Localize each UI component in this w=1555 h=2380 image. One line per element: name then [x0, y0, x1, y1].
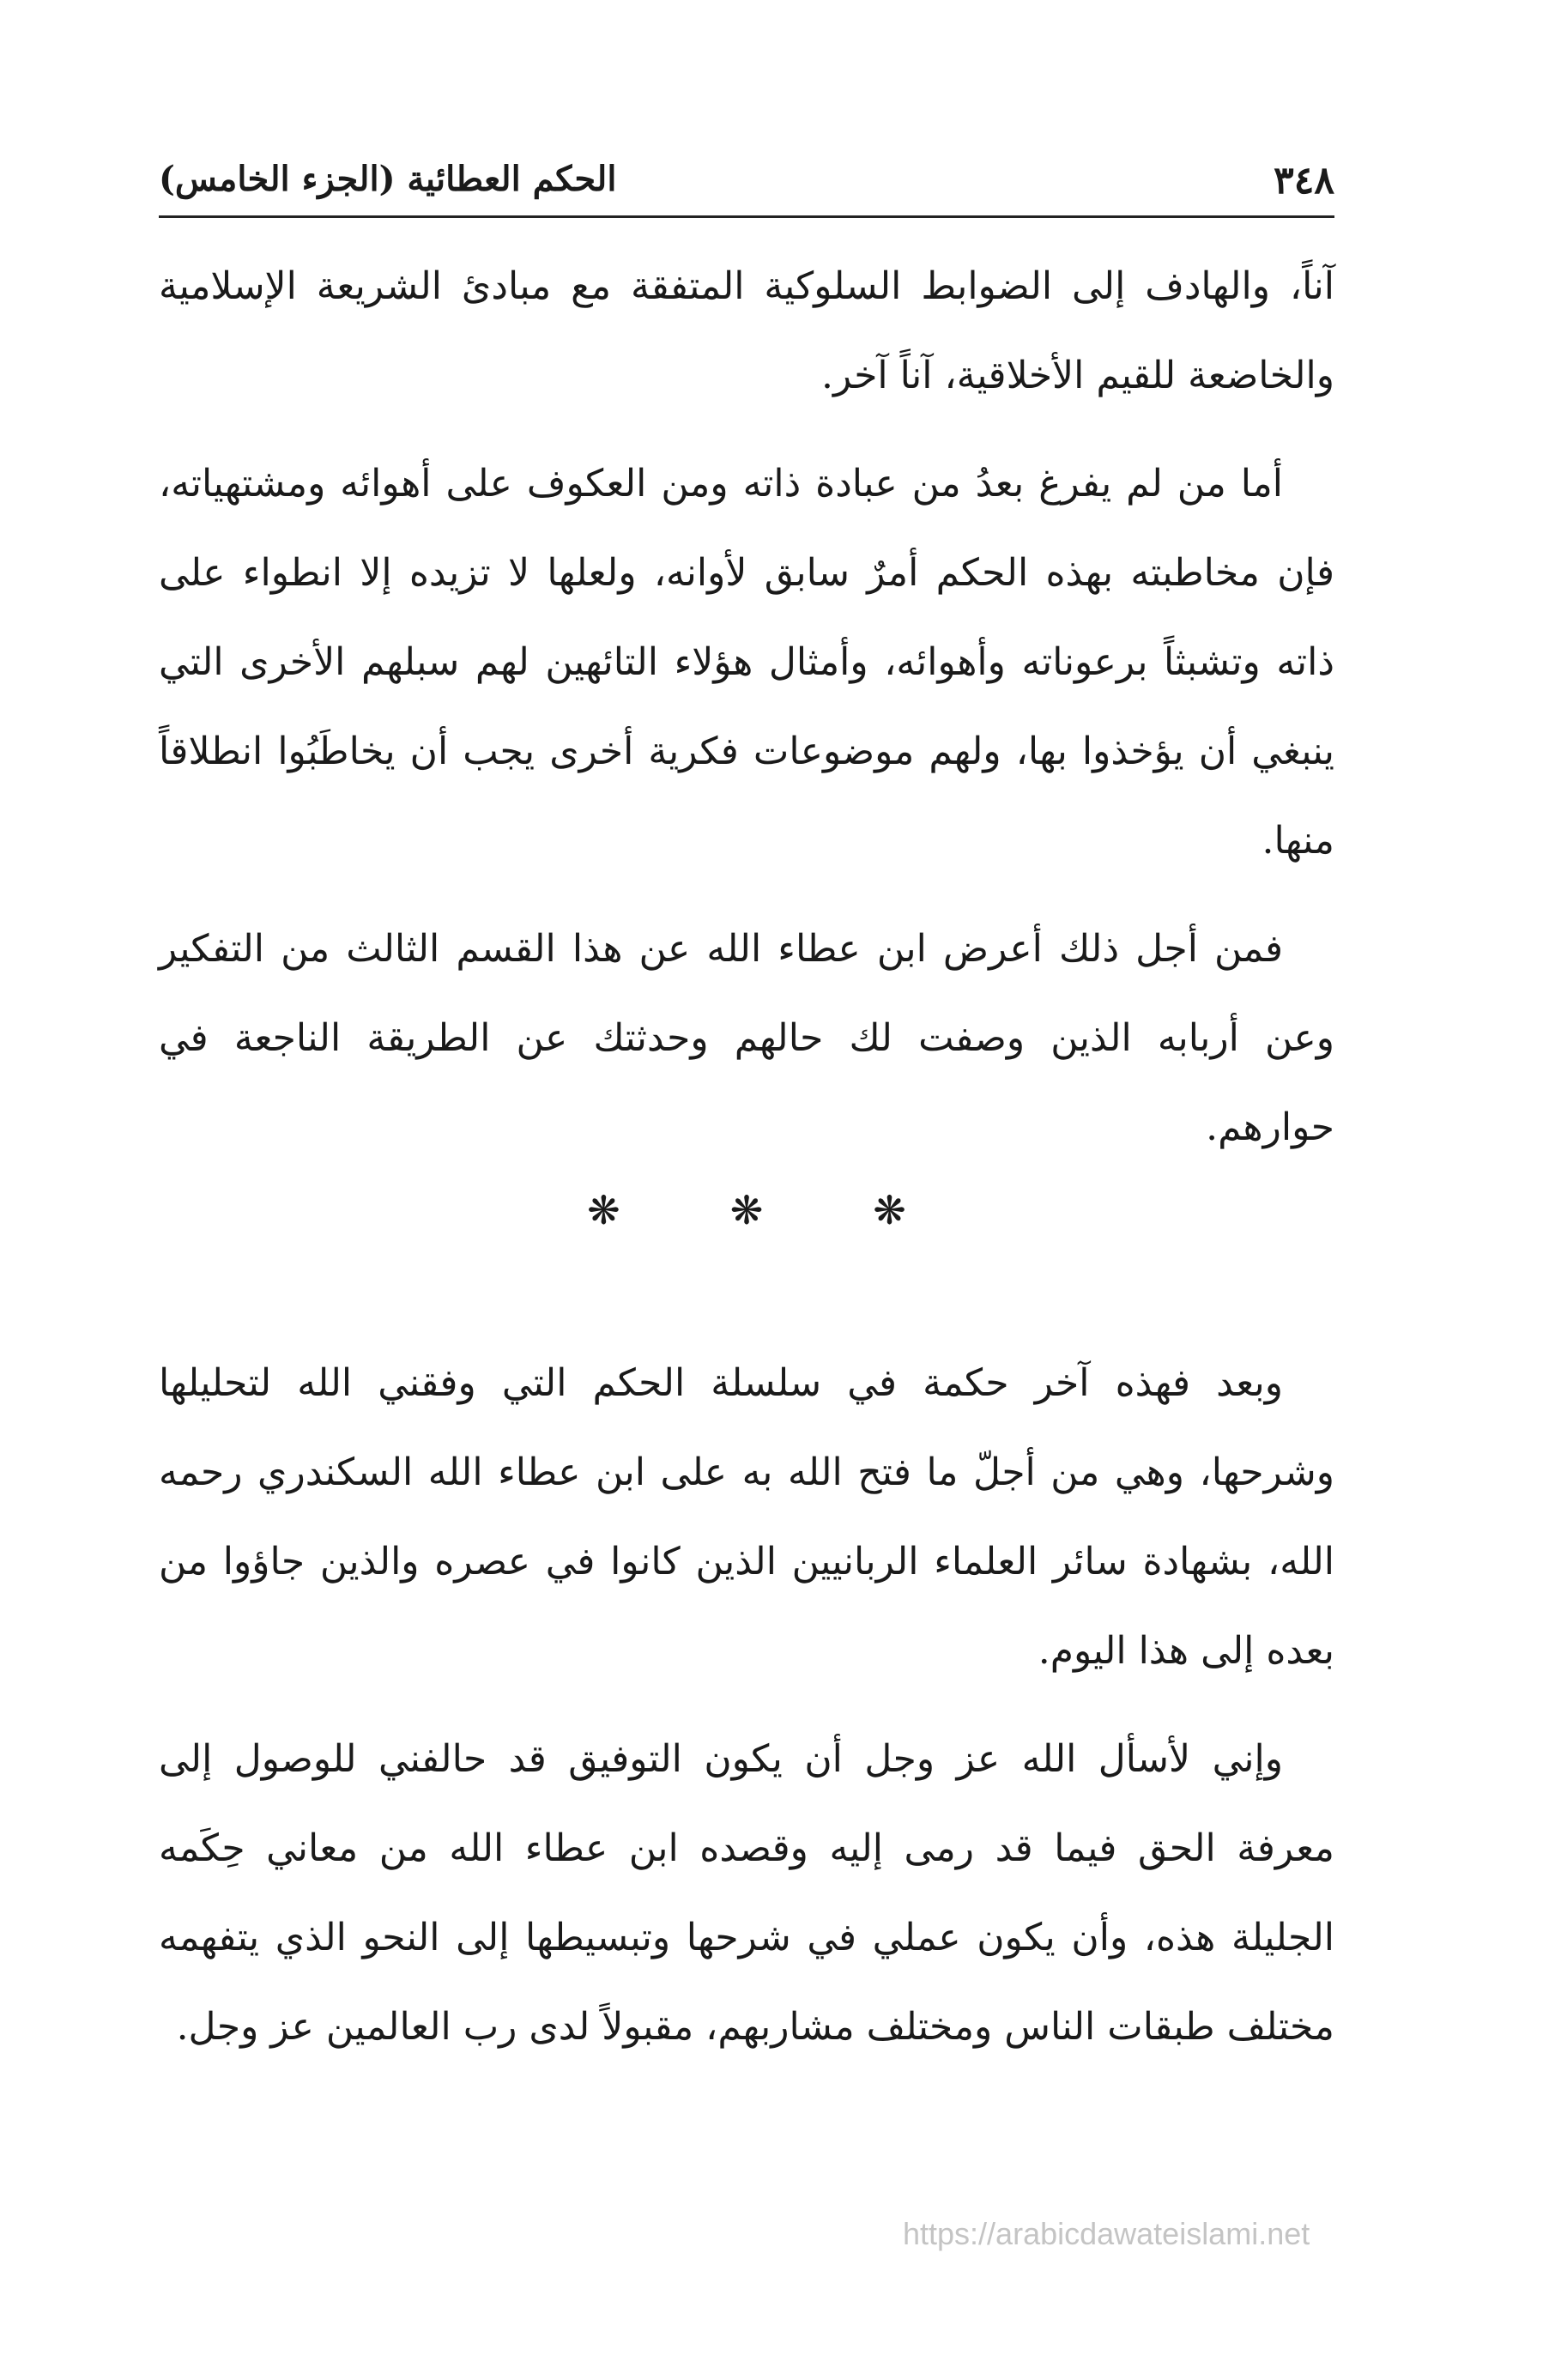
running-title: الحكم العطائية (الجزء الخامس): [159, 159, 617, 199]
watermark-url: https://arabicdawateislami.net: [903, 2216, 1310, 2251]
page-number: ٣٤٨: [1274, 159, 1334, 203]
paragraph: أما من لم يفرغ بعدُ من عبادة ذاته ومن العكوف على أهوائه ومشتهياته، فإن مخاطبته بهذه الحكم أمرٌ سابق لأوانه، ولعلها لا تزيده إلا انطواء على ذاته وتشبثاً برعوناته وأهوائه، وأمثال هؤلاء التائهين لهم سبلهم الأخرى التي ينبغي أن يؤخذوا بها، ولهم موضوعات فكرية أخرى يجب أن يخاطَبُوا انطلاقاً منها.: [159, 462, 1334, 863]
header-divider: [159, 215, 1334, 218]
asterism-mark: ❋: [873, 1187, 906, 1233]
paragraph-continuation: آناً، والهادف إلى الضوابط السلوكية المتفقة مع مبادئ الشريعة الإسلامية والخاضعة للقيم الأخلاقية، آناً آخر.: [159, 264, 1334, 397]
paragraph-gap: [159, 421, 1334, 439]
paragraph: وبعد فهذه آخر حكمة في سلسلة الحكم التي وفقني الله لتحليلها وشرحها، وهي من أجلّ ما فتح الله به على ابن عطاء الله السكندري رحمه الله، بشهادة سائر العلماء الربانيين الذين كانوا في عصره والذين جاؤوا من بعده إلى هذا اليوم.: [159, 1361, 1334, 1673]
section-separator: [159, 1172, 1334, 1274]
asterism-mark: ❋: [587, 1187, 620, 1233]
asterism-mark: ❋: [729, 1187, 764, 1233]
paragraph: وإني لأسأل الله عز وجل أن يكون التوفيق قد حالفني للوصول إلى معرفة الحق فيما قد رمى إليه وقصده ابن عطاء الله من معاني حِكَمه الجليلة هذه، وأن يكون عملي في شرحها وتبسيطها إلى النحو الذي يتفهمه مختلف طبقات الناس ومختلف مشاربهم، مقبولاً لدى رب العالمين عز وجل.: [159, 1737, 1334, 2049]
paragraph: فمن أجل ذلك أعرض ابن عطاء الله عن هذا القسم الثالث من التفكير وعن أربابه الذين وصفت لك حالهم وحدثتك عن الطريقة الناجعة في حوارهم.: [159, 927, 1334, 1149]
paragraph-gap: [159, 886, 1334, 905]
paragraph-gap: [159, 1696, 1334, 1715]
page-body: [159, 242, 1334, 2072]
page-header: [159, 150, 1334, 212]
